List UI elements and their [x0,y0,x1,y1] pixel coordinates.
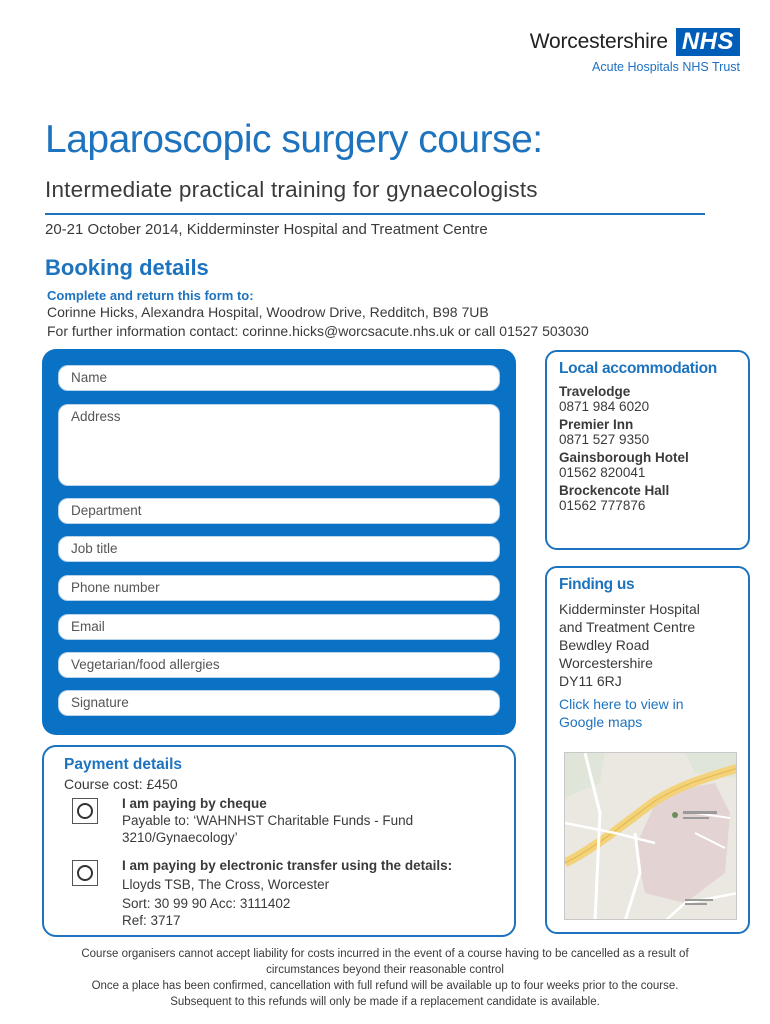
dietary-field[interactable]: Vegetarian/food allergies [58,652,500,678]
transfer-ref: Ref: 3717 [122,913,181,928]
google-maps-link-line2[interactable]: Google maps [559,714,643,730]
address-field[interactable]: Address [58,404,500,486]
cheque-title: I am paying by cheque [122,796,267,811]
accommodation-heading: Local accommodation [559,360,717,377]
cheque-checkbox[interactable] [72,798,98,824]
radio-circle-icon [77,803,93,819]
signature-field[interactable]: Signature [58,690,500,716]
booking-contact: For further information contact: corinne.hicks@worcsacute.nhs.uk or call 01527 503030 [47,323,589,339]
org-subtitle: Acute Hospitals NHS Trust [592,60,740,74]
accommodation-name: Travelodge [559,384,631,399]
footer-line: circumstances beyond their reasonable control [266,964,504,976]
address-line: and Treatment Centre [559,619,696,635]
page-title: Laparoscopic surgery course: [45,118,543,161]
course-cost: Course cost: £450 [64,776,178,792]
accommodation-name: Gainsborough Hotel [559,450,689,465]
footer-line: Subsequent to this refunds will only be made if a replacement candidate is available. [170,996,600,1008]
address-line: Bewdley Road [559,637,650,653]
accommodation-name: Premier Inn [559,417,634,432]
cheque-payable: Payable to: ‘WAHNHST Charitable Funds - Fund [122,813,414,828]
accommodation-box [545,350,750,550]
booking-form-panel [42,349,516,735]
transfer-checkbox[interactable] [72,860,98,886]
name-field[interactable]: Name [58,365,500,391]
google-maps-link[interactable] [559,695,736,731]
google-maps-link-line1[interactable]: Click here to view in [559,696,684,712]
accommodation-phone: 01562 777876 [559,498,646,513]
payment-heading: Payment details [64,756,183,773]
map-graphic [565,753,737,920]
cheque-option [122,795,413,846]
address-line: Kidderminster Hospital [559,601,700,617]
transfer-sort: Sort: 30 99 90 Acc: 3111402 [122,896,291,911]
phone-number-field[interactable]: Phone number [58,575,500,601]
location-map[interactable] [564,752,737,920]
booking-address: Corinne Hicks, Alexandra Hospital, Woodrow Drive, Redditch, B98 7UB [47,304,489,320]
accommodation-phone: 0871 527 9350 [559,432,650,447]
footer-notes [0,946,770,1010]
accommodation-name: Brockencote Hall [559,483,670,498]
page-subtitle: Intermediate practical training for gynaecologists [45,177,538,202]
job-title-field[interactable]: Job title [58,536,500,562]
transfer-option [122,857,452,929]
event-details: 20-21 October 2014, Kidderminster Hospital and Treatment Centre [45,221,488,238]
department-field[interactable]: Department [58,498,500,524]
transfer-bank: Lloyds TSB, The Cross, Worcester [122,877,330,892]
nhs-logo: NHS [676,28,740,56]
finding-us-heading: Finding us [559,576,635,593]
email-field[interactable]: Email [58,614,500,640]
org-name: Worcestershire [529,30,668,53]
address-line: Worcestershire [559,655,653,671]
radio-circle-icon [77,865,93,881]
transfer-title: I am paying by electronic transfer using the details: [122,858,453,873]
org-header [530,28,740,74]
footer-line: Once a place has been confirmed, cancellation with full refund will be available up to four weeks prior to the course. [91,980,679,992]
title-divider [45,213,705,215]
cheque-fund: 3210/Gynaecology’ [122,830,238,845]
booking-heading: Booking details [45,255,209,280]
payment-box [42,745,516,937]
booking-lead: Complete and return this form to: [47,288,254,303]
address-line: DY11 6RJ [559,673,622,689]
accommodation-phone: 01562 820041 [559,465,646,480]
footer-line: Course organisers cannot accept liability for costs incurred in the event of a course having to be cancelled as a result of [81,948,689,960]
accommodation-phone: 0871 984 6020 [559,399,650,414]
